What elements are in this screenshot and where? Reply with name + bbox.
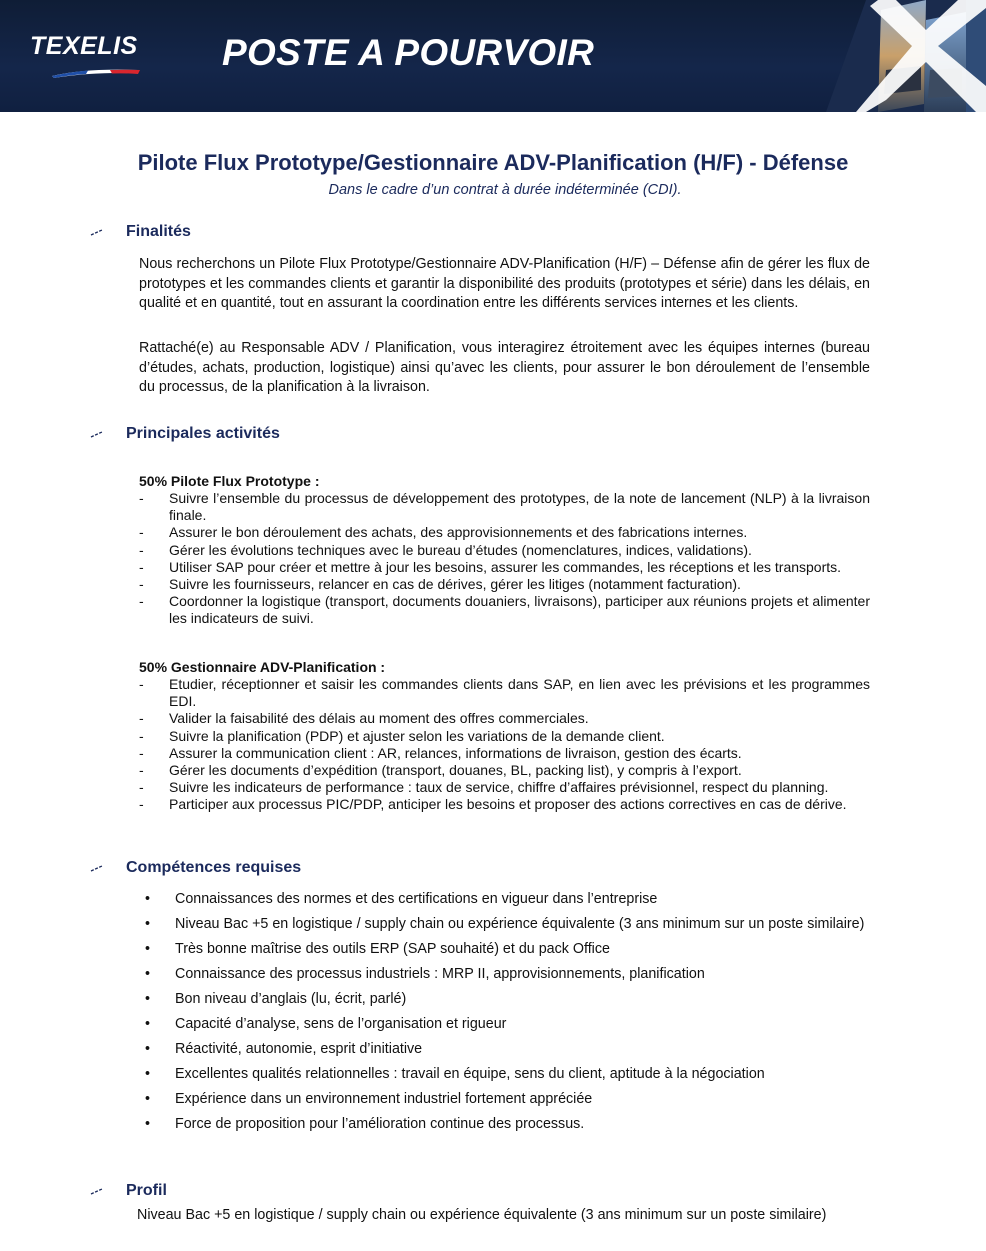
list-item: - Gérer les documents d’expédition (transport, douanes, BL, packing list), y compris à l’export. [139, 762, 742, 779]
list-item: - Assurer le bon déroulement des achats, des approvisionnements et des fabrications internes. [139, 524, 748, 541]
header-banner [0, 0, 986, 112]
flag-swoosh-icon [30, 66, 150, 80]
finalites-paragraph-2: Rattaché(e) au Responsable ADV / Planification, vous interagirez étroitement avec les équipes internes (bureau d’études, achats, production, logistique) ainsi qu’avec les clients, pour assurer le bon déroulement de l’ensemble du processus, de la planification à la livraison. [139, 340, 870, 396]
list-item: • Connaissance des processus industriels : MRP II, approvisionnements, planification [145, 965, 705, 982]
list-item: • Très bonne maîtrise des outils ERP (SAP souhaité) et du pack Office [145, 940, 610, 957]
competences-list [145, 890, 870, 1140]
list-item: • Connaissances des normes et des certifications en vigueur dans l’entreprise [145, 891, 658, 907]
list-item: - Suivre l’ensemble du processus de développement des prototypes, de la note de lancement (NLP) à la livraison finale. [139, 490, 870, 524]
block-title-adv-planification: 50% Gestionnaire ADV-Planification : [139, 659, 386, 675]
list-item: - Valider la faisabilité des délais au moment des offres commerciales. [139, 710, 589, 727]
list-item: - Suivre les indicateurs de performance : taux de service, chiffre d’affaires prévisionnel, respect du planning. [139, 779, 829, 796]
list-item: • Expérience dans un environnement industriel fortement appréciée [145, 1090, 593, 1107]
list-item: • Excellentes qualités relationnelles : travail en équipe, sens du client, aptitude à la négociation [145, 1065, 765, 1082]
list-item: - Suivre la planification (PDP) et ajuster selon les variations de la demande client. [139, 727, 665, 744]
list-item: • Niveau Bac +5 en logistique / supply chain ou expérience équivalente (3 ans minimum sur un poste similaire) [145, 915, 865, 932]
pen-stroke-icon [90, 1186, 104, 1196]
list-item: • Capacité d’analyse, sens de l’organisation et rigueur [145, 1015, 507, 1032]
pen-stroke-icon [90, 863, 104, 873]
list-item: • Bon niveau d’anglais (lu, écrit, parlé) [145, 990, 407, 1007]
pilote-flux-list [139, 490, 870, 628]
list-item: - Assurer la communication client : AR, relances, informations de livraison, gestion des écarts. [139, 744, 742, 761]
adv-planification-list [139, 676, 870, 814]
list-item: - Etudier, réceptionner et saisir les commandes clients dans SAP, en lien avec les prévisions et les programmes EDI. [139, 676, 870, 710]
section-competences [90, 857, 301, 879]
pen-stroke-icon [90, 429, 104, 439]
list-item: - Participer aux processus PIC/PDP, anticiper les besoins et proposer des actions correctives en cas de dérive. [139, 796, 847, 813]
list-item: • Réactivité, autonomie, esprit d’initiative [145, 1040, 423, 1057]
vehicle-collage-image [826, 0, 986, 112]
texelis-logo [30, 32, 150, 84]
section-heading-finalites: Finalités [126, 223, 191, 240]
block-title-pilote-flux: 50% Pilote Flux Prototype : [139, 473, 320, 489]
job-title: Pilote Flux Prototype/Gestionnaire ADV-Planification (H/F) - Défense [137, 150, 849, 175]
list-item: - Utiliser SAP pour créer et mettre à jour les besoins, assurer les commandes, les réceptions et les transports. [139, 558, 842, 575]
banner-title: POSTE A POURVOIR [222, 32, 595, 73]
list-item: - Gérer les évolutions techniques avec le bureau d’études (nomenclatures, indices, validations). [139, 541, 752, 558]
section-heading-activites: Principales activités [126, 425, 280, 442]
profil-text: Niveau Bac +5 en logistique / supply chain ou expérience équivalente (3 ans minimum sur un poste similaire) [137, 1207, 827, 1223]
list-item: • Force de proposition pour l’amélioration continue des processus. [145, 1115, 585, 1132]
list-item: - Coordonner la logistique (transport, documents douaniers, livraisons), participer aux réunions projets et alimenter les indicateurs de suivi. [139, 593, 870, 627]
list-item: - Suivre les fournisseurs, relancer en cas de dérives, gérer les litiges (notamment facturation). [139, 576, 741, 593]
finalites-paragraph-1: Nous recherchons un Pilote Flux Prototype/Gestionnaire ADV-Planification (H/F) – Défense afin de gérer les flux de prototypes et les commandes clients et garantir la disponibilité des produits (prototypes et série) dans les délais, en qualité et en quantité, tout en assurant la coordination entre les différents services internes et les clients. [139, 256, 870, 312]
logo-text: TEXELIS [30, 32, 138, 60]
section-finalites [90, 221, 191, 243]
section-heading-competences: Compétences requises [126, 859, 302, 876]
job-subtitle: Dans le cadre d’un contrat à durée indéterminée (CDI). [328, 182, 682, 198]
section-profil [90, 1180, 167, 1202]
section-activites [90, 423, 280, 445]
pen-stroke-icon [90, 227, 104, 237]
section-heading-profil: Profil [126, 1182, 167, 1199]
